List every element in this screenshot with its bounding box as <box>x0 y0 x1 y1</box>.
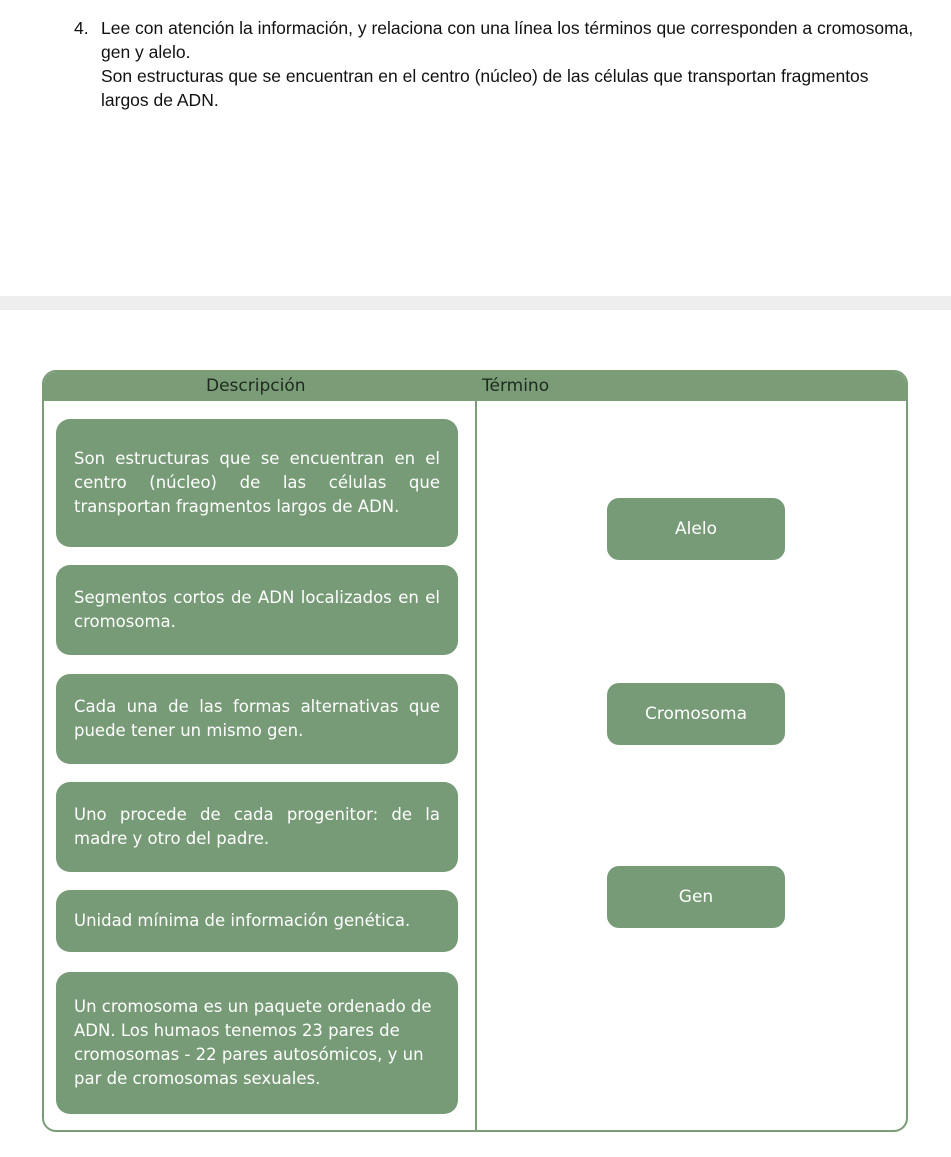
question-block <box>74 16 914 112</box>
term-box-gen[interactable] <box>607 866 785 928</box>
term-label: Gen <box>678 887 714 907</box>
description-box-unidad[interactable] <box>56 890 458 952</box>
header-term: Término <box>482 376 550 396</box>
question-prompt: Son estructuras que se encuentran en el centro (núcleo) de las células que transportan fragmentos largos de ADN. <box>101 66 869 110</box>
header-description: Descripción <box>206 376 306 396</box>
term-label: Cromosoma <box>644 704 748 724</box>
description-text: Uno procede de cada progenitor: de la madre y otro del padre. <box>74 805 440 848</box>
page-separator <box>0 296 951 310</box>
question-number: 4. <box>74 18 89 38</box>
description-text: Unidad mínima de información genética. <box>74 911 411 930</box>
description-text: Un cromosoma es un paquete ordenado de ADN. Los humaos tenemos 23 pares de cromosomas - 22 pares autosómicos, y un par de cromosomas sexuales. <box>74 997 432 1088</box>
description-box-paquete[interactable] <box>56 972 458 1114</box>
question-instruction: Lee con atención la información, y relaciona con una línea los términos que corresponden a cromosoma, gen y alelo. <box>101 18 914 62</box>
description-box-estructuras[interactable] <box>56 419 458 547</box>
column-divider <box>475 401 477 1130</box>
table-header <box>44 372 906 401</box>
matching-table <box>42 370 908 1132</box>
description-text: Segmentos cortos de ADN localizados en el cromosoma. <box>74 588 440 631</box>
term-box-alelo[interactable] <box>607 498 785 560</box>
description-text: Cada una de las formas alternativas que puede tener un mismo gen. <box>74 697 440 740</box>
term-label: Alelo <box>675 519 717 539</box>
description-box-progenitor[interactable] <box>56 782 458 872</box>
question-body <box>101 16 914 112</box>
description-text: Son estructuras que se encuentran en el centro (núcleo) de las células que transportan fragmentos largos de ADN. <box>74 449 440 516</box>
term-box-cromosoma[interactable] <box>607 683 785 745</box>
description-box-segmentos[interactable] <box>56 565 458 655</box>
description-box-formas[interactable] <box>56 674 458 764</box>
